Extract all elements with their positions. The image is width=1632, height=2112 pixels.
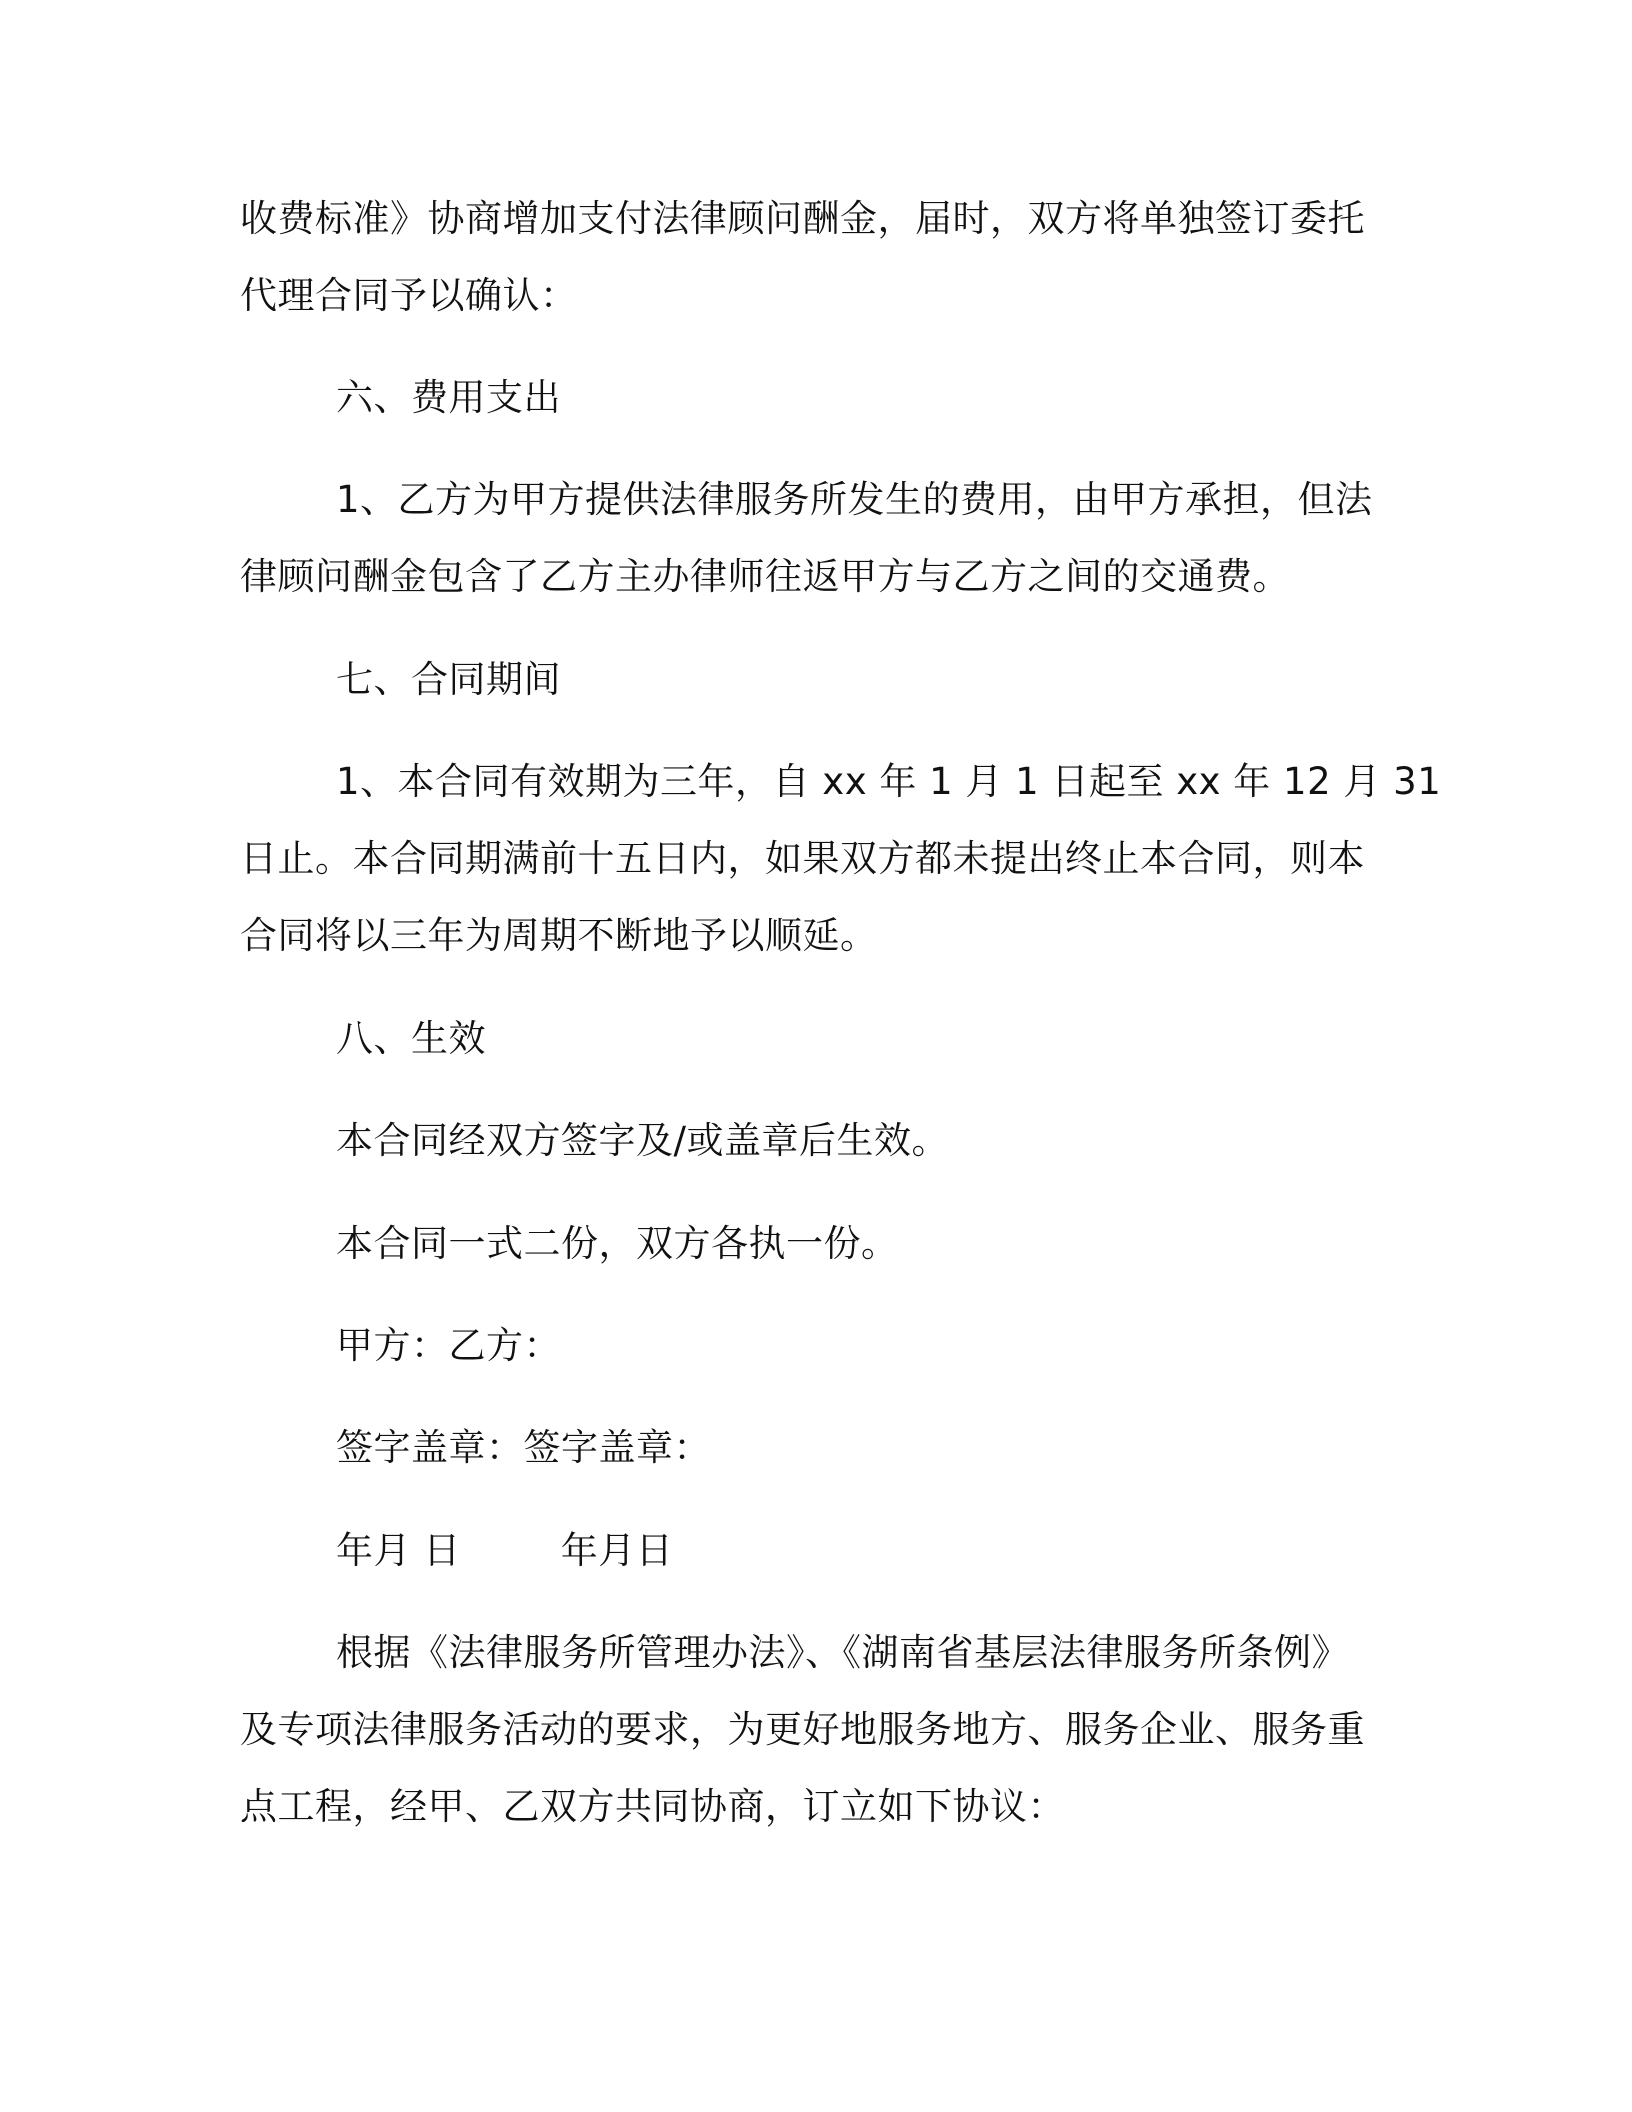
paragraph-term-line-3: 合同将以三年为周期不断地予以顺延。 (240, 914, 878, 957)
paragraph-term-line-2: 日止。本合同期满前十五日内，如果双方都未提出终止本合同，则本 (240, 837, 1365, 880)
paragraph-copies: 本合同一式二份，双方各执一份。 (336, 1222, 899, 1265)
date-line (336, 1527, 673, 1575)
date-party-b: 年月日 (560, 1529, 674, 1572)
date-party-a: 年月 日 (336, 1529, 461, 1572)
section-heading-expenses: 六、费用支出 (336, 376, 561, 419)
section-heading-effect: 八、生效 (336, 1017, 486, 1060)
paragraph-expenses-line-2: 律顾问酬金包含了乙方主办律师往返甲方与乙方之间的交通费。 (240, 555, 1290, 598)
section-heading-term: 七、合同期间 (336, 658, 561, 701)
paragraph-agreement-line-3: 点工程，经甲、乙双方共同协商，订立如下协议： (240, 1785, 1065, 1828)
signature-line: 签字盖章：签字盖章： (336, 1426, 711, 1469)
paragraph-agreement-line-1: 根据《法律服务所管理办法》、《湖南省基层法律服务所条例》 (336, 1631, 1349, 1674)
paragraph-effect: 本合同经双方签字及/或盖章后生效。 (336, 1119, 949, 1162)
paragraph-fee-line-1: 收费标准》协商增加支付法律顾问酬金，届时，双方将单独签订委托 (240, 197, 1365, 240)
parties-line: 甲方：乙方： (336, 1324, 561, 1367)
paragraph-expenses-line-1: 1、乙方为甲方提供法律服务所发生的费用，由甲方承担，但法 (336, 478, 1373, 521)
paragraph-term-line-1: 1、本合同有效期为三年，自 xx 年 1 月 1 日起至 xx 年 12 月 31 (336, 760, 1442, 803)
paragraph-fee-line-2: 代理合同予以确认： (240, 274, 578, 317)
paragraph-agreement-line-2: 及专项法律服务活动的要求，为更好地服务地方、服务企业、服务重 (240, 1708, 1365, 1751)
